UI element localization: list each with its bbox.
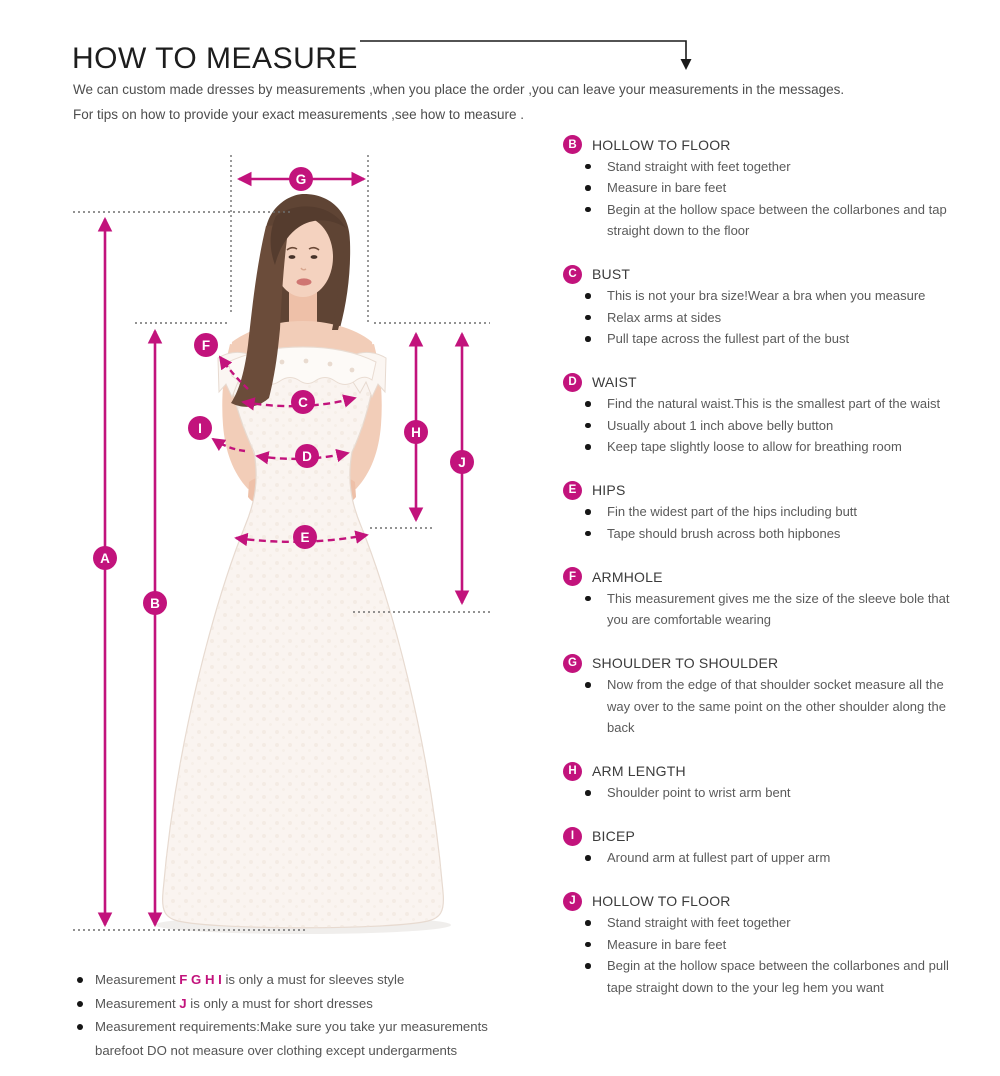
note-highlight-letters: F G H I xyxy=(179,972,226,987)
measurement-name: ARMHOLE xyxy=(592,568,663,585)
measurement-heading xyxy=(558,566,988,588)
measurement-tip: Begin at the hollow space between the collarbones and tap straight down to the floor xyxy=(582,199,962,242)
measurement-section xyxy=(558,372,988,458)
measurement-section xyxy=(558,480,988,545)
measurement-letter-badge: I xyxy=(563,827,582,846)
measurement-tip: Measure in bare feet xyxy=(582,177,962,199)
measurement-tip: Measure in bare feet xyxy=(582,934,962,956)
note-item: Measurement F G H I is only a must for sleeves style xyxy=(62,968,522,992)
measurement-name: HOLLOW TO FLOOR xyxy=(592,136,731,153)
intro-line-2: For tips on how to provide your exact measurements ,see how to measure . xyxy=(73,106,524,122)
measurement-tips xyxy=(558,156,962,242)
measure-point-badge-b: B xyxy=(143,591,167,615)
measurement-tip: This is not your bra size!Wear a bra when you measure xyxy=(582,285,962,307)
measurement-letter-badge: D xyxy=(563,373,582,392)
measurement-letter-badge: C xyxy=(563,265,582,284)
measurement-tip: Relax arms at sides xyxy=(582,307,962,329)
measurement-tip: Now from the edge of that shoulder socket measure all the way over to the same point on the other shoulder along the back xyxy=(582,674,962,739)
measurement-heading xyxy=(558,134,988,156)
measurement-tips xyxy=(558,588,962,631)
measurement-tip: Tape should brush across both hipbones xyxy=(582,523,962,545)
measurement-tip: This measurement gives me the size of the sleeve bole that you are comfortable wearing xyxy=(582,588,962,631)
measurement-letter-badge: G xyxy=(563,654,582,673)
measurement-name: SHOULDER TO SHOULDER xyxy=(592,655,779,672)
measurement-diagram xyxy=(0,130,540,980)
measurement-name: HIPS xyxy=(592,482,626,499)
measurement-letter-badge: J xyxy=(563,892,582,911)
intro-text xyxy=(73,78,953,127)
measurement-tip: Shoulder point to wrist arm bent xyxy=(582,782,962,804)
measurement-heading xyxy=(558,761,988,783)
measurement-section xyxy=(558,566,988,631)
measurement-letter-badge: H xyxy=(563,762,582,781)
measurement-tips xyxy=(558,912,962,998)
measurement-tips xyxy=(558,674,962,739)
dress-figure-illustration xyxy=(0,130,540,980)
measurement-notes xyxy=(62,968,522,1062)
measurement-section xyxy=(558,891,988,999)
measurement-name: ARM LENGTH xyxy=(592,763,686,780)
measurement-name: WAIST xyxy=(592,374,637,391)
measurement-name: BICEP xyxy=(592,828,636,845)
measure-point-badge-d: D xyxy=(295,444,319,468)
measurement-heading xyxy=(558,480,988,502)
measurement-tips xyxy=(558,285,962,350)
measure-point-badge-c: C xyxy=(291,390,315,414)
measurement-tip: Pull tape across the fullest part of the bust xyxy=(582,328,962,350)
model-figure xyxy=(163,194,444,928)
measurement-heading xyxy=(558,264,988,286)
measurement-tip: Find the natural waist.This is the smallest part of the waist xyxy=(582,393,962,415)
measurement-tip: Begin at the hollow space between the collarbones and pull tape straight down to the your leg hem you want xyxy=(582,955,962,998)
measurement-letter-badge: B xyxy=(563,135,582,154)
measurement-letter-badge: F xyxy=(563,567,582,586)
measurement-tips xyxy=(558,847,962,869)
intro-line-1: We can custom made dresses by measurements ,when you place the order ,you can leave your measurements in the messages. xyxy=(73,82,845,97)
note-highlight-letters: J xyxy=(179,995,191,1011)
measurement-name: BUST xyxy=(592,266,631,283)
measurement-tips xyxy=(558,782,962,804)
measure-point-badge-j: J xyxy=(450,450,474,474)
measurement-name: HOLLOW TO FLOOR xyxy=(592,893,731,910)
page-title: HOW TO MEASURE xyxy=(72,42,358,76)
measurement-tip: Keep tape slightly loose to allow for breathing room xyxy=(582,436,962,458)
measurement-heading xyxy=(558,826,988,848)
measurement-tip: Fin the widest part of the hips including butt xyxy=(582,501,962,523)
measure-point-badge-f: F xyxy=(194,333,218,357)
measurement-section xyxy=(558,264,988,350)
measurement-section xyxy=(558,761,988,804)
measurement-tip: Stand straight with feet together xyxy=(582,156,962,178)
measure-point-badge-e: E xyxy=(293,525,317,549)
measurement-heading xyxy=(558,891,988,913)
measurement-section xyxy=(558,134,988,242)
measurement-section xyxy=(558,826,988,869)
measurement-section xyxy=(558,653,988,739)
measure-point-badge-i: I xyxy=(188,416,212,440)
measurement-tips xyxy=(558,393,962,458)
note-item: Measurement J is only a must for short dresses xyxy=(62,992,522,1016)
measurement-letter-badge: E xyxy=(563,481,582,500)
note-item: Measurement requirements:Make sure you take yur measurements barefoot DO not measure over clothing except undergarments xyxy=(62,1015,522,1062)
measurement-tips xyxy=(558,501,962,544)
measurement-heading xyxy=(558,372,988,394)
measurement-heading xyxy=(558,653,988,675)
measurement-tip: Stand straight with feet together xyxy=(582,912,962,934)
measurement-tip: Around arm at fullest part of upper arm xyxy=(582,847,962,869)
measurements-list xyxy=(558,134,988,1020)
measure-point-badge-h: H xyxy=(404,420,428,444)
measurement-tip: Usually about 1 inch above belly button xyxy=(582,415,962,437)
measure-point-badge-a: A xyxy=(93,546,117,570)
measure-point-badge-g: G xyxy=(289,167,313,191)
